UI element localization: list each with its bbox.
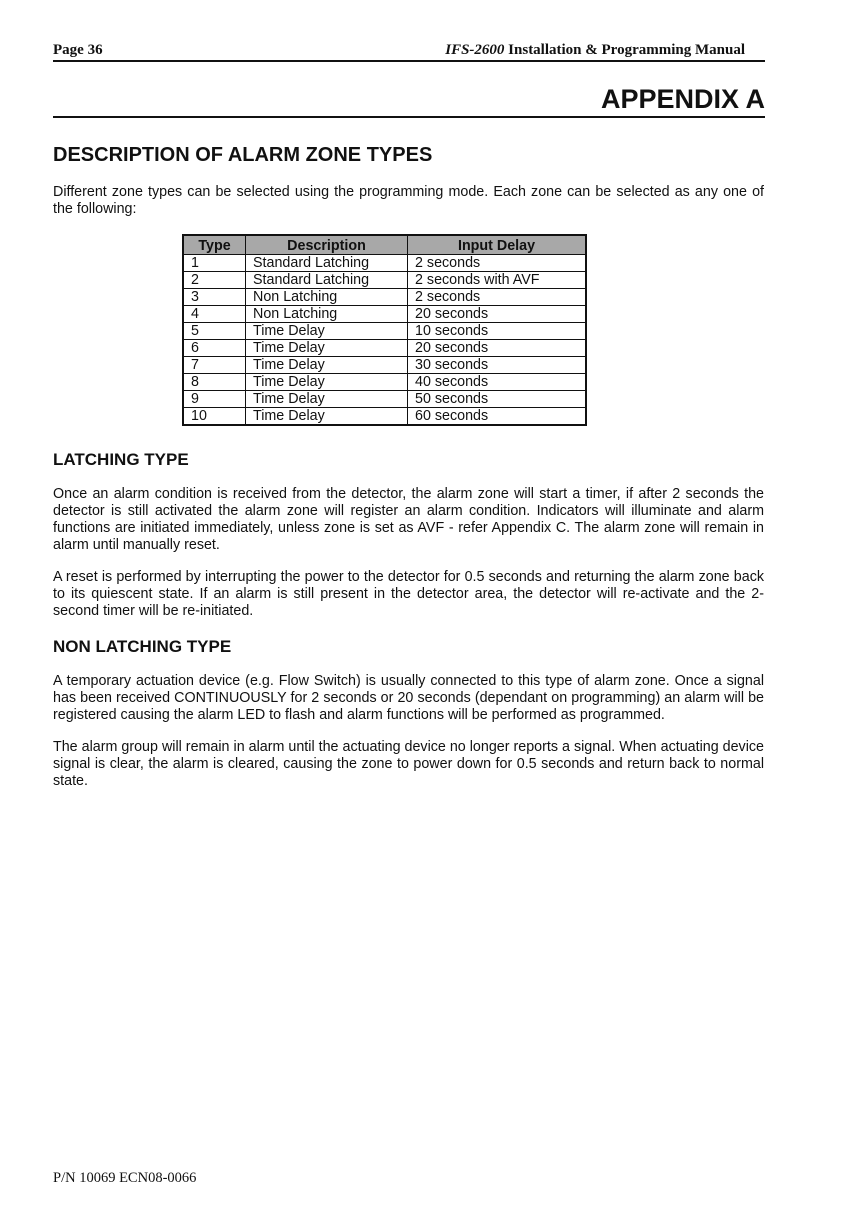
- input-delay-cell: 60 seconds: [408, 408, 587, 426]
- input-delay-cell: 2 seconds: [408, 255, 587, 272]
- non-latching-paragraph-1: A temporary actuation device (e.g. Flow Switch) is usually connected to this type of alarm zone. Once a signal has been received CONTINUOUSLY for 2 seconds or 20 seconds (dependant on programming) an alarm will be registered causing the alarm LED to flash and alarm functions will be performed as programmed.: [53, 673, 764, 723]
- table-row: [183, 408, 586, 426]
- input-delay-cell: 2 seconds with AVF: [408, 272, 587, 289]
- page-number: Page 36: [53, 42, 103, 58]
- latching-heading: LATCHING TYPE: [53, 450, 189, 469]
- type-cell: 10: [183, 408, 246, 426]
- manual-title: [445, 42, 745, 59]
- column-header: Type: [183, 235, 246, 255]
- description-cell: Standard Latching: [246, 272, 408, 289]
- section-title: DESCRIPTION OF ALARM ZONE TYPES: [53, 144, 433, 166]
- description-cell: Non Latching: [246, 306, 408, 323]
- non-latching-heading: NON LATCHING TYPE: [53, 637, 232, 656]
- table-row: [183, 272, 586, 289]
- input-delay-cell: 20 seconds: [408, 306, 587, 323]
- description-cell: Time Delay: [246, 374, 408, 391]
- intro-paragraph: Different zone types can be selected using the programming mode. Each zone can be selected as any one of the following:: [53, 184, 764, 217]
- description-cell: Time Delay: [246, 323, 408, 340]
- latching-paragraph-2: A reset is performed by interrupting the power to the detector for 0.5 seconds and returning the alarm zone back to its quiescent state. If an alarm is still present in the detector area, the detector will re-activate and the 2-second timer will be re-initiated.: [53, 569, 764, 619]
- type-cell: 6: [183, 340, 246, 357]
- type-cell: 5: [183, 323, 246, 340]
- type-cell: 2: [183, 272, 246, 289]
- input-delay-cell: 30 seconds: [408, 357, 587, 374]
- input-delay-cell: 50 seconds: [408, 391, 587, 408]
- description-cell: Time Delay: [246, 391, 408, 408]
- table-row: [183, 340, 586, 357]
- type-cell: 3: [183, 289, 246, 306]
- type-cell: 4: [183, 306, 246, 323]
- description-cell: Time Delay: [246, 357, 408, 374]
- table-row: [183, 357, 586, 374]
- type-cell: 9: [183, 391, 246, 408]
- input-delay-cell: 20 seconds: [408, 340, 587, 357]
- latching-paragraph-1: Once an alarm condition is received from the detector, the alarm zone will start a timer, if after 2 seconds the detector is still activated the alarm zone will register an alarm condition. Indicators will illuminate and alarm functions are initiated immediately, unless zone is set as AVF - refer Appendix C. The alarm zone will remain in alarm until manually reset.: [53, 486, 764, 553]
- column-header: Input Delay: [408, 235, 587, 255]
- manual-name: Installation & Programming Manual: [504, 42, 745, 58]
- input-delay-cell: 40 seconds: [408, 374, 587, 391]
- table-row: [183, 289, 586, 306]
- zone-types-table: [182, 234, 587, 426]
- table-row: [183, 306, 586, 323]
- table-row: [183, 374, 586, 391]
- type-cell: 8: [183, 374, 246, 391]
- page-header: [53, 42, 765, 62]
- type-cell: 7: [183, 357, 246, 374]
- table-header-row: [183, 235, 586, 255]
- non-latching-paragraph-2: The alarm group will remain in alarm until the actuating device no longer reports a signal. When actuating device signal is clear, the alarm is cleared, causing the zone to power down for 0.5 seconds and return back to normal state.: [53, 739, 764, 789]
- part-number-footer: P/N 10069 ECN08-0066: [53, 1170, 197, 1186]
- description-cell: Non Latching: [246, 289, 408, 306]
- model-name: IFS-2600: [445, 42, 505, 58]
- description-cell: Time Delay: [246, 408, 408, 426]
- table-row: [183, 255, 586, 272]
- appendix-title: APPENDIX A: [53, 82, 765, 118]
- input-delay-cell: 2 seconds: [408, 289, 587, 306]
- type-cell: 1: [183, 255, 246, 272]
- input-delay-cell: 10 seconds: [408, 323, 587, 340]
- description-cell: Time Delay: [246, 340, 408, 357]
- table-row: [183, 391, 586, 408]
- table-row: [183, 323, 586, 340]
- column-header: Description: [246, 235, 408, 255]
- description-cell: Standard Latching: [246, 255, 408, 272]
